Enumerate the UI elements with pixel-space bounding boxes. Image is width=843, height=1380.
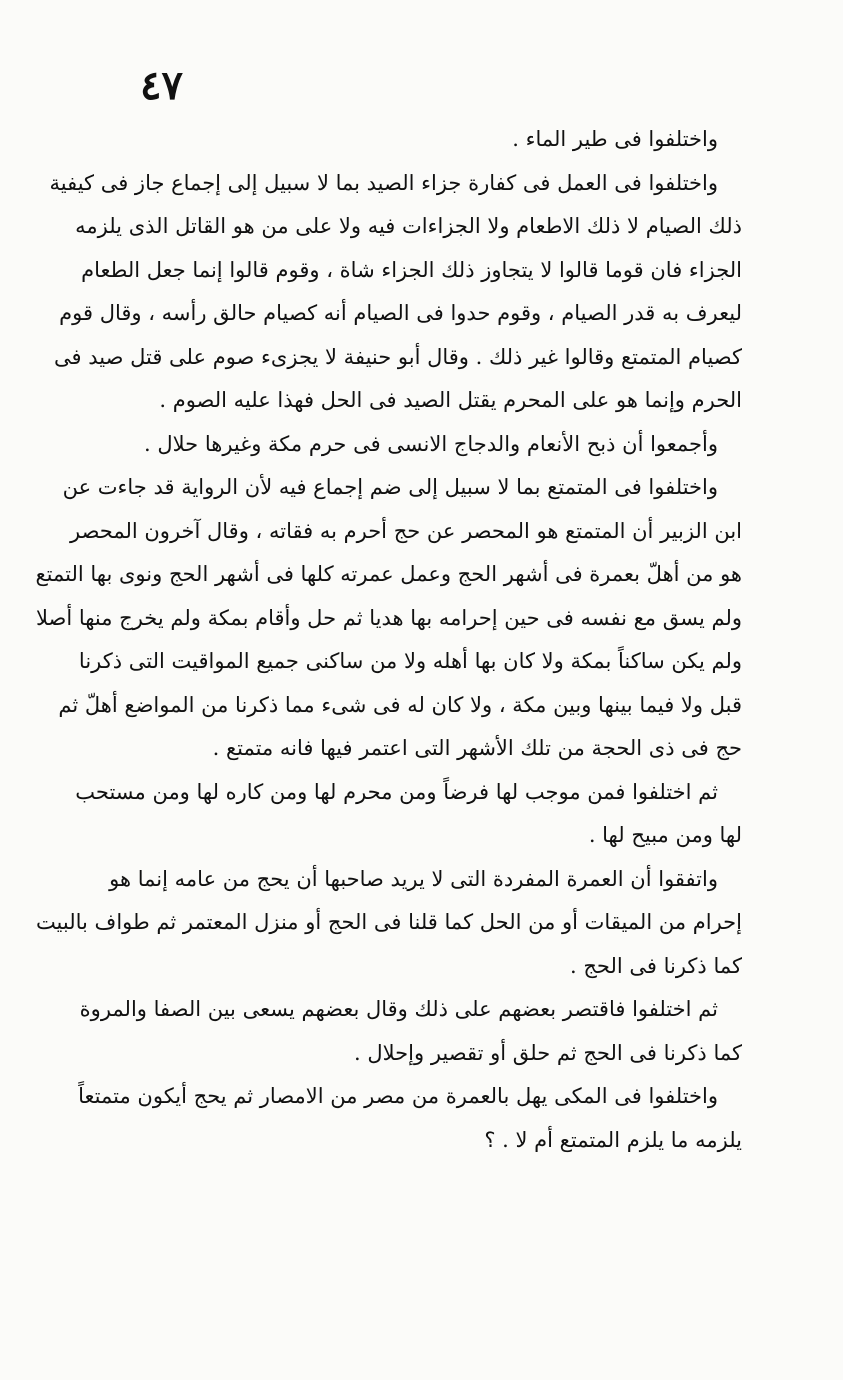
text-line-2: واختلفوا فى العمل فى كفارة جزاء الصيد بما لا سبيل إلى إجماع جاز فى كيفية (49, 170, 718, 195)
text-line-23: واختلفوا فى المكى يهل بالعمرة من مصر من الامصار ثم يحج أيكون متمتعاً (78, 1084, 718, 1108)
text-line-18: واتفقوا أن العمرة المفردة التى لا يريد صاحبها أن يحج من عامه إنما هو (109, 866, 718, 891)
text-line-6: كصيام المتمتع وقالوا غير ذلك . وقال أبو حنيفة لا يجزىء صوم على قتل صيد فى (54, 344, 742, 369)
text-line-14: قبل ولا فيما بينها وبين مكة ، ولا كان له فى شىء مما ذكرنا من المواضع أهلّ ثم (58, 692, 742, 717)
text-line-13: ولم يكن ساكناً بمكة ولا كان بها أهله ولا من ساكنى جميع المواقيت التى ذكرنا (78, 649, 742, 673)
text-line-19: إحرام من الميقات أو من الحل كما قلنا فى الحج أو منزل المعتمر ثم طواف بالبيت (35, 910, 742, 934)
text-line-4: الجزاء فان قوما قالوا لا يتجاوز ذلك الجزاء شاة ، وقوم قالوا إنما جعل الطعام (81, 257, 742, 282)
text-line-11: هو من أهلّ بعمرة فى أشهر الحج وعمل عمرته كلها فى أشهر الحج ونوى بها التمتع (35, 562, 742, 586)
text-line-16: ثم اختلفوا فمن موجب لها فرضاً ومن محرم لها ومن كاره لها ومن مستحب (75, 779, 718, 804)
text-line-24: يلزمه ما يلزم المتمتع أم لا . ؟ (484, 1127, 742, 1152)
text-line-5: ليعرف به قدر الصيام ، وقوم حدوا فى الصيام أنه كصيام حالق رأسه ، وقال قوم (59, 301, 742, 325)
text-line-12: ولم يسق مع نفسه فى حين إحرامه بها هديا ثم حل وأقام بمكة ولم يخرج منها أصلا (35, 605, 742, 630)
text-line-10: ابن الزبير أن المتمتع هو المحصر عن حج أحرم به فقاته ، وقال آخرون المحصر (69, 518, 742, 543)
text-line-21: ثم اختلفوا فاقتصر بعضهم على ذلك وقال بعضهم يسعى بين الصفا والمروة (79, 997, 718, 1021)
text-line-3: ذلك الصيام لا ذلك الاطعام ولا الجزاءات فيه ولا على من هو القاتل الذى يلزمه (75, 214, 742, 238)
text-line-22: كما ذكرنا فى الحج ثم حلق أو تقصير وإحلال . (354, 1040, 742, 1065)
text-line-15: حج فى ذى الحجة من تلك الأشهر التى اعتمر فيها فانه متمتع . (212, 736, 742, 760)
text-line-1: واختلفوا فى طير الماء . (512, 127, 718, 151)
text-line-9: واختلفوا فى المتمتع بما لا سبيل إلى ضم إجماع فيه لأن الرواية قد جاءت عن (62, 475, 718, 499)
body-text (35, 118, 742, 1162)
text-line-8: وأجمعوا أن ذبح الأنعام والدجاج الانسى فى حرم مكة وغيرها حلال . (144, 431, 718, 456)
text-line-7: الحرم وإنما هو على المحرم يقتل الصيد فى الحل فهذا عليه الصوم . (159, 388, 742, 412)
text-line-17: لها ومن مبيح لها . (588, 823, 742, 847)
text-line-20: كما ذكرنا فى الحج . (570, 953, 742, 978)
page-number: ٤٧ (140, 62, 183, 109)
